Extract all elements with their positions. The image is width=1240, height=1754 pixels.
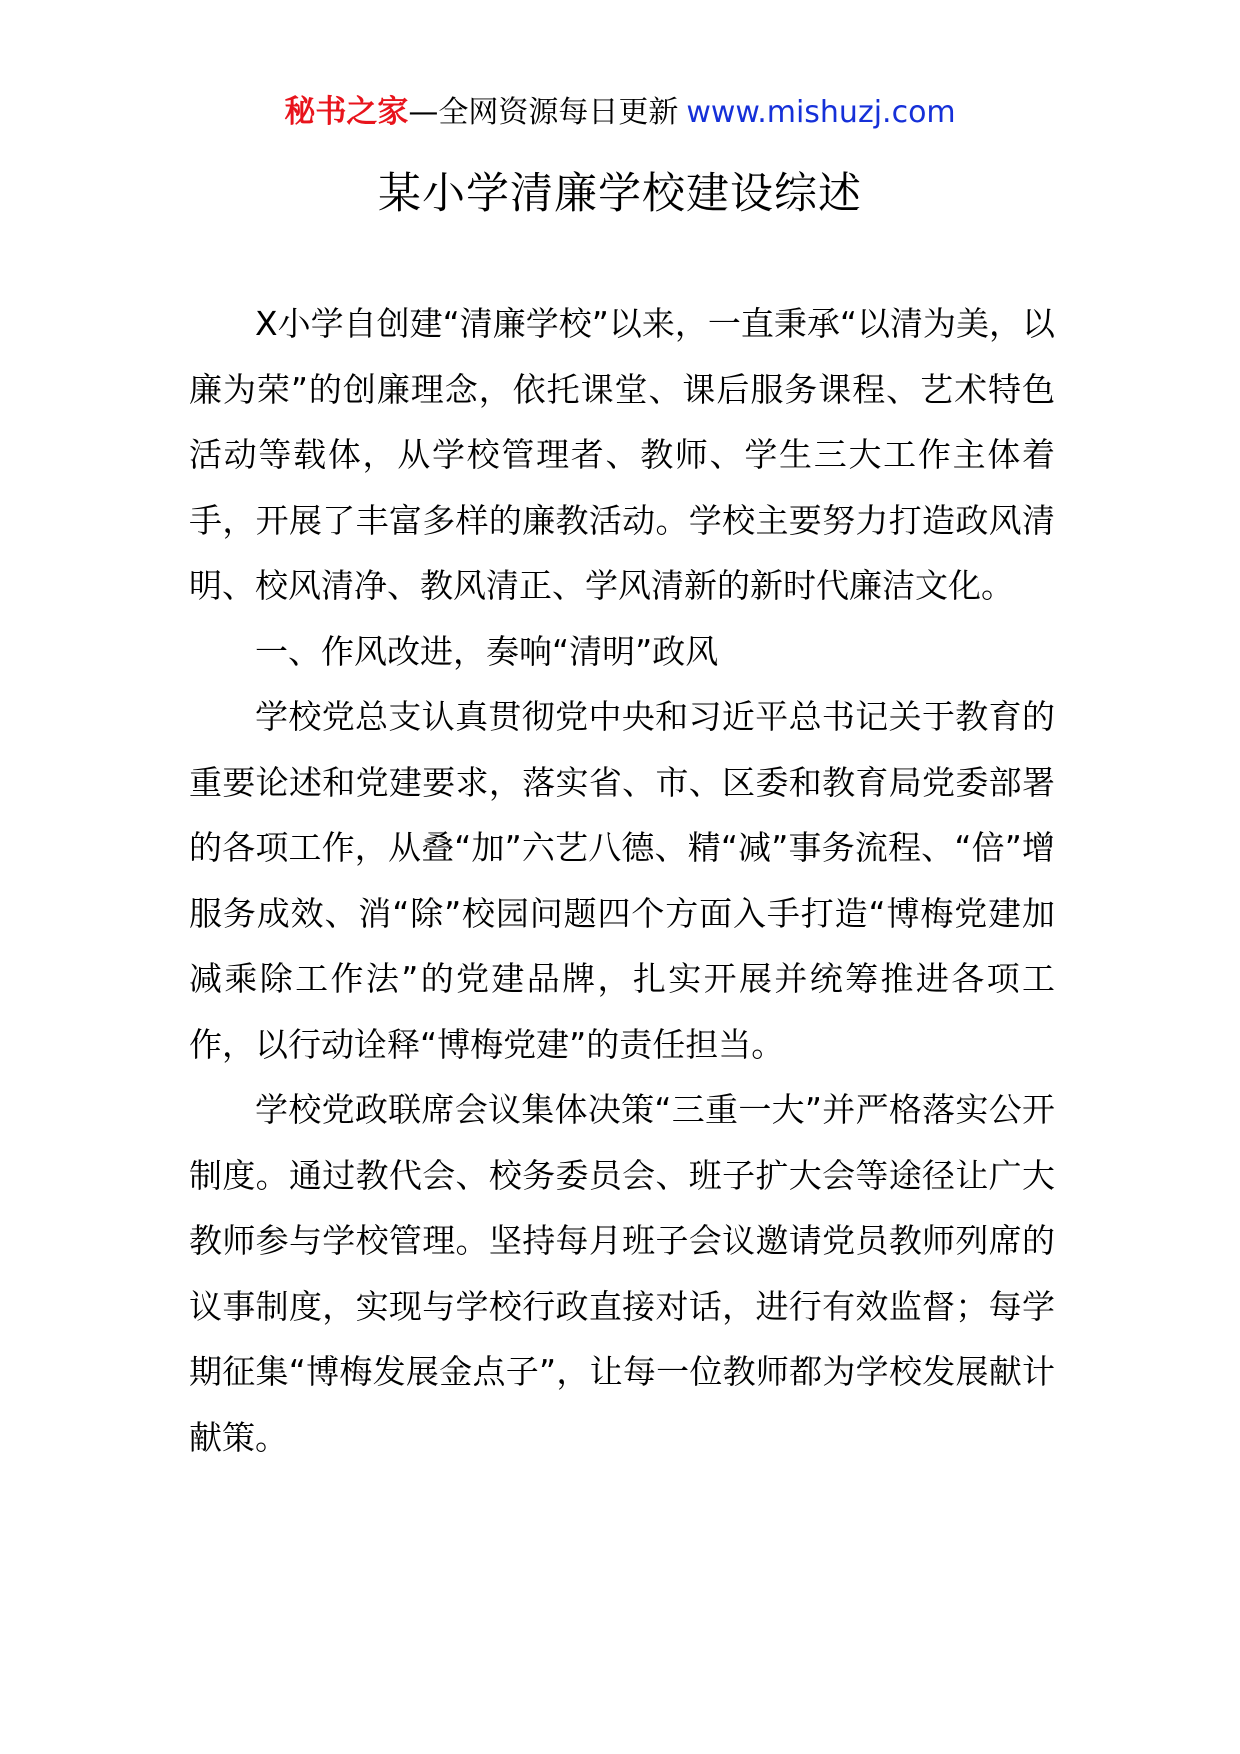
brand-name: 秘书之家 xyxy=(284,94,409,130)
document-title: 某小学清廉学校建设综述 xyxy=(378,169,862,219)
site-header xyxy=(0,92,1240,133)
paragraph-joint-meeting: 学校党政联席会议集体决策“三重一大”并严格落实公开制度。通过教代会、校务委员会、班子扩大会等途径让广大教师参与学校管理。坚持每月班子会议邀请党员教师列席的议事制度，实现与学校行政直接对话，进行有效监督；每学期征集“博梅发展金点子”，让每一位教师都为学校发展献计献策。 xyxy=(189,1090,1055,1457)
header-tagline: —全网资源每日更新 xyxy=(408,95,679,130)
section-heading: 一、作风改进，奏响“清明”政风 xyxy=(255,631,719,671)
paragraph-intro: X小学自创建“清廉学校”以来，一直秉承“以清为美，以廉为荣”的创廉理念，依托课堂、课后服务课程、艺术特色活动等载体，从学校管理者、教师、学生三大工作主体着手，开展了丰富多样的廉教活动。学校主要努力打造政风清明、校风清净、教风清正、学风清新的新时代廉洁文化。 xyxy=(189,304,1055,605)
paragraph-party-branch: 学校党总支认真贯彻党中央和习近平总书记关于教育的重要论述和党建要求，落实省、市、区委和教育局党委部署的各项工作，从叠“加”六艺八德、精“减”事务流程、“倍”增服务成效、消“除”校园问题四个方面入手打造“博梅党建加减乘除工作法”的党建品牌，扎实开展并统筹推进各项工作，以行动诠释“博梅党建”的责任担当。 xyxy=(189,697,1055,1064)
site-url-link[interactable]: www.mishuzj.com xyxy=(686,95,956,130)
document-body xyxy=(189,291,1055,1470)
